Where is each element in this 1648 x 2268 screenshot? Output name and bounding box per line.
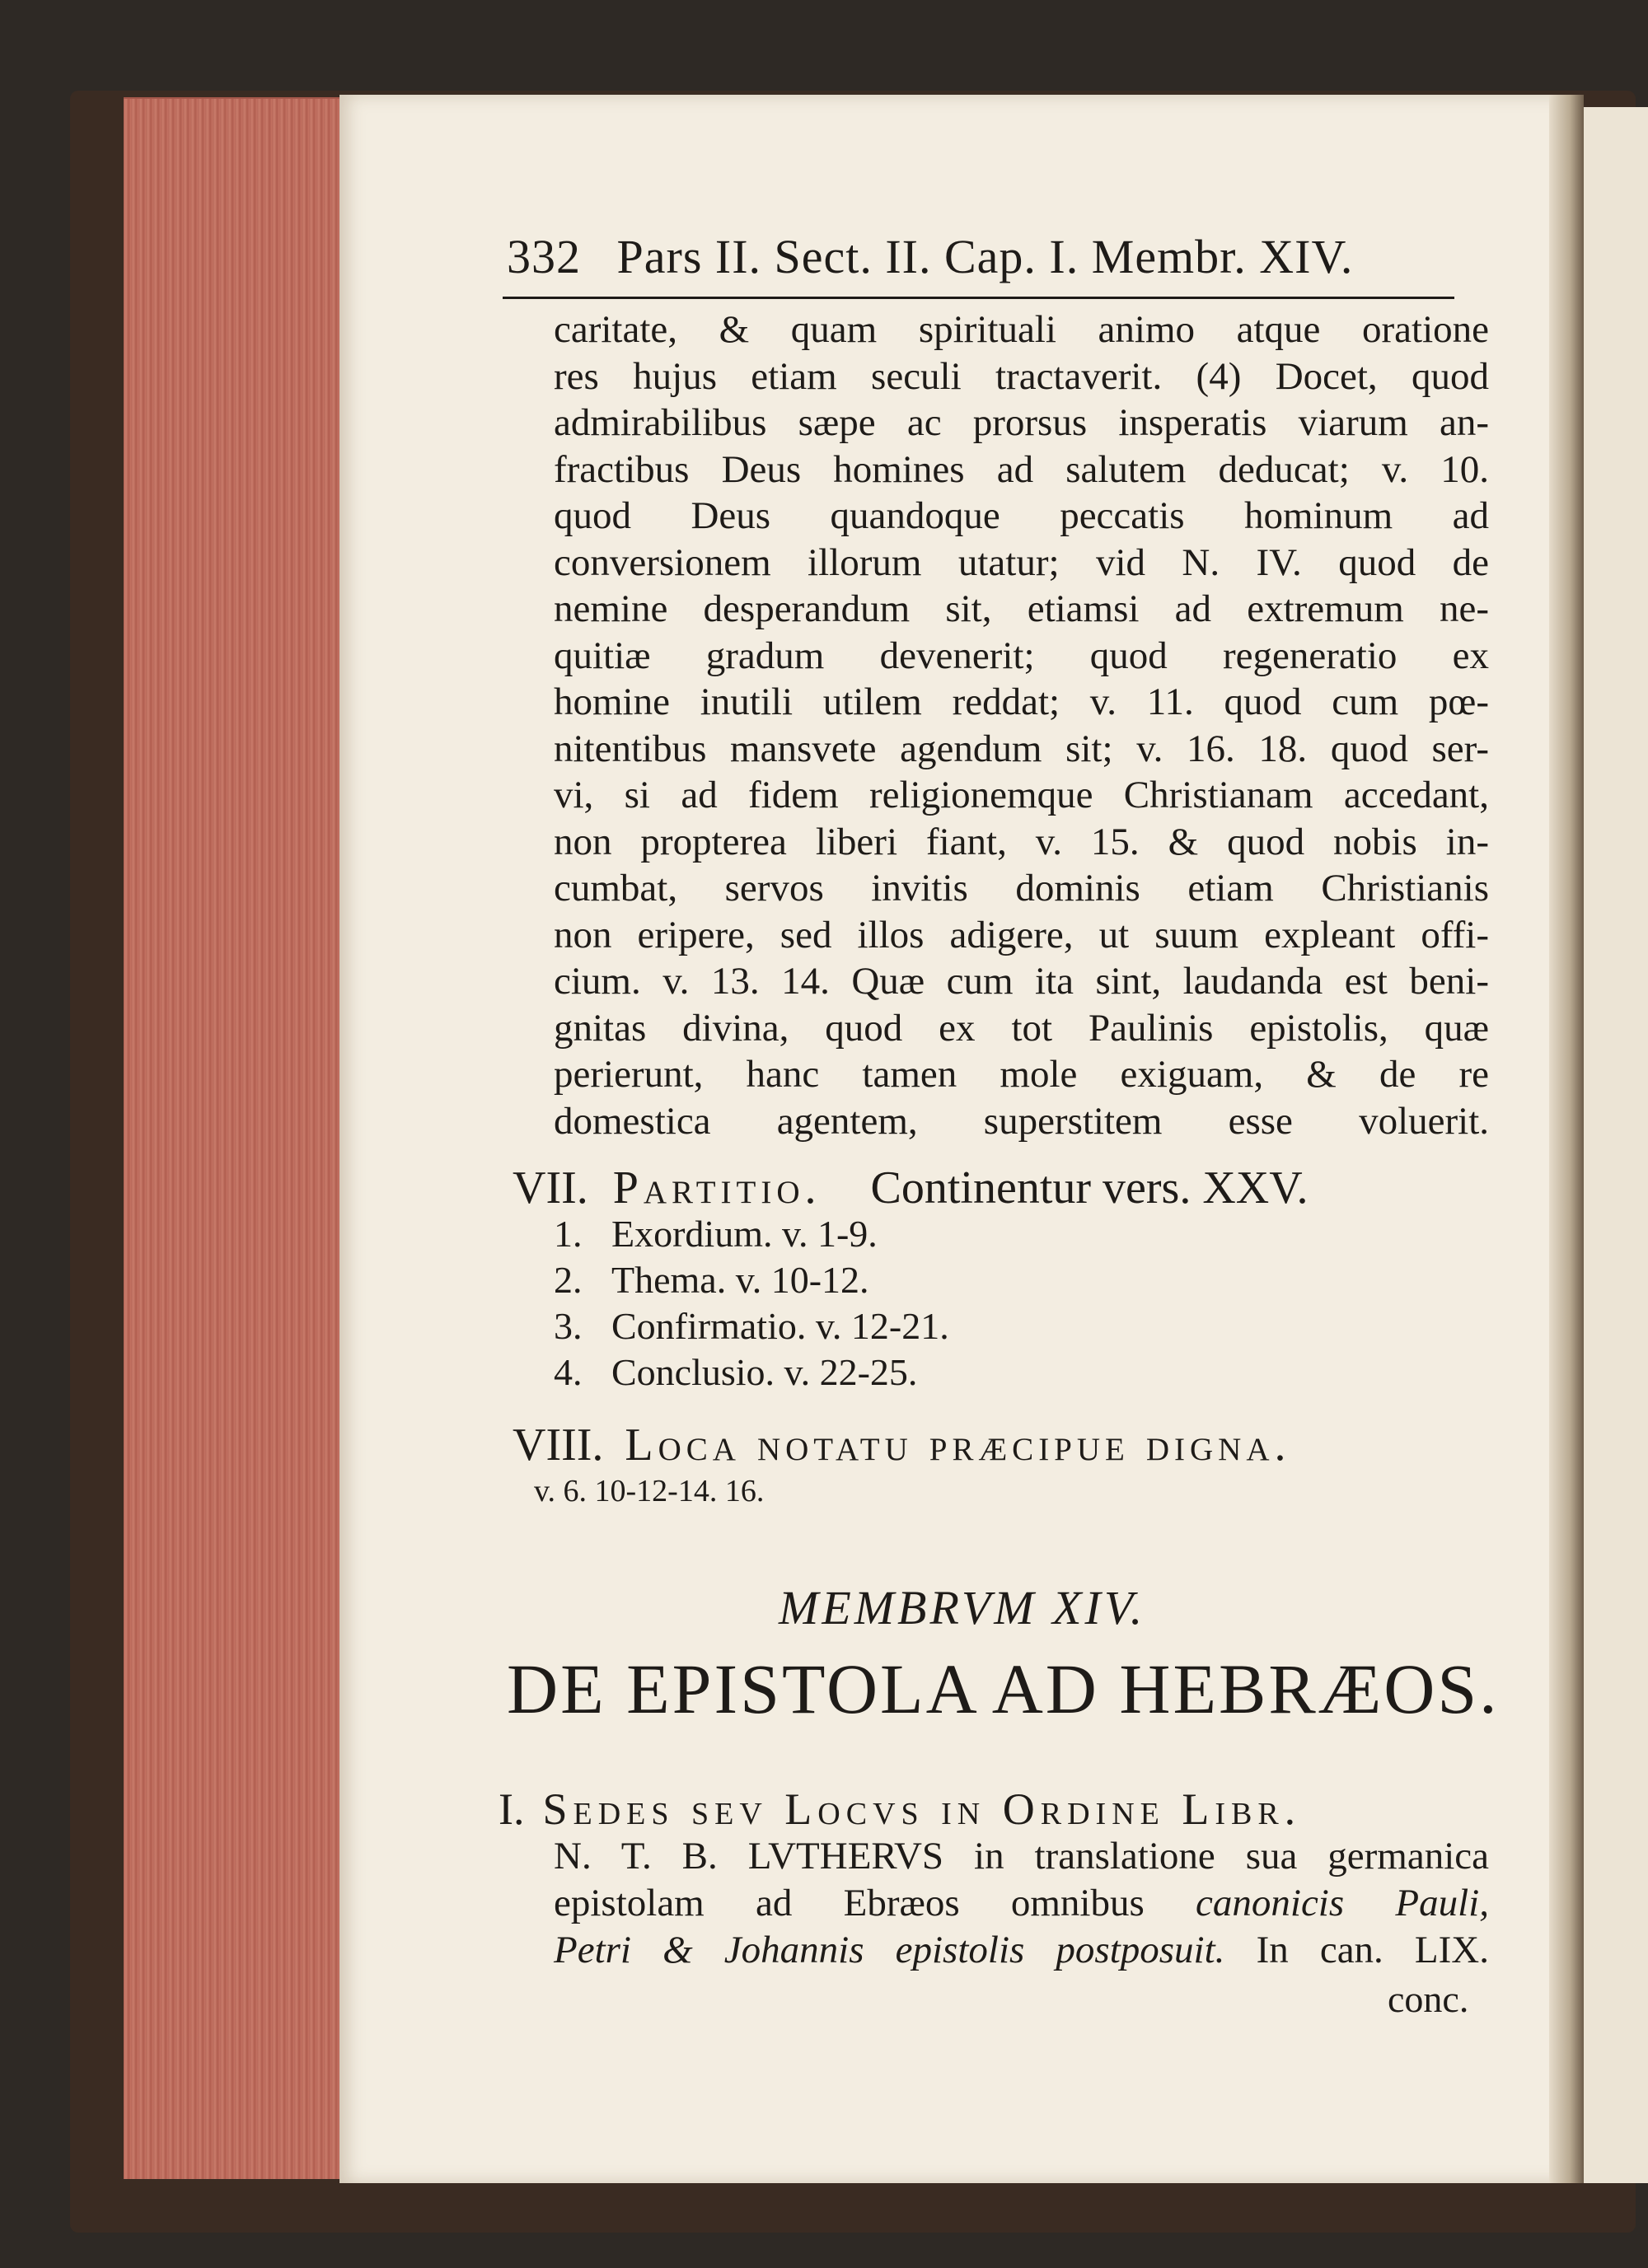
section-number: VII.: [513, 1162, 588, 1213]
body-line: conversionem illorum utatur; vid N. IV. quod de: [554, 540, 1489, 584]
body-line: cium. v. 13. 14. Quæ cum ita sint, laudanda est beni-: [554, 960, 1489, 1003]
body-line: vi, si ad fidem religionemque Christianam accedant,: [554, 774, 1489, 816]
body-line: N. T. B. LVTHERVS in translatione sua germanica: [554, 1835, 1489, 1878]
body-line: epistolam ad Ebræos omnibus canonicis Pauli,: [554, 1882, 1489, 1924]
section-number: VIII.: [513, 1419, 604, 1471]
page-number: 332: [507, 230, 581, 283]
header-rule: [503, 297, 1454, 299]
body-line: gnitas divina, quod ex tot Paulinis epistolis, quæ: [554, 1006, 1489, 1050]
page-edges: [124, 99, 344, 2179]
body-line: homine inutili utilem reddat; v. 11. quod cum pœ-: [554, 680, 1489, 723]
catchword: conc.: [1388, 1978, 1469, 2020]
membrum-heading: MEMBRVM XIV.: [779, 1581, 1146, 1634]
list-item: 3. Confirmatio. v. 12-21.: [554, 1305, 949, 1347]
section-vii-heading: [513, 1162, 1308, 1214]
section-title: Loca notatu præcipue digna.: [625, 1419, 1291, 1471]
body-line: cumbat, servos invitis dominis etiam Christianis: [554, 867, 1489, 910]
body-line: Petri & Johannis epistolis postposuit. In can. LIX.: [554, 1929, 1489, 1971]
body-line: domestica agentem, superstitem esse voluerit.: [554, 1099, 1489, 1143]
facing-page: [1584, 107, 1648, 2183]
section-number: I.: [499, 1784, 525, 1834]
list-item: 4. Conclusio. v. 22-25.: [554, 1351, 918, 1393]
body-line: nemine desperandum sit, etiamsi ad extremum ne-: [554, 587, 1489, 630]
section-i-heading: [499, 1784, 1301, 1835]
body-line: nitentibus mansvete agendum sit; v. 16. 18. quod ser-: [554, 727, 1489, 770]
body-line: perierunt, hanc tamen mole exiguam, & de re: [554, 1053, 1489, 1096]
body-text: [554, 306, 1489, 1144]
body-line: caritate, & quam spirituali animo atque oratione: [554, 308, 1489, 351]
list-item: 1. Exordium. v. 1-9.: [554, 1213, 878, 1255]
body-line: admirabilibus sæpe ac prorsus insperatis viarum an-: [554, 401, 1489, 444]
partitio-list: [554, 1211, 949, 1396]
verse-references: v. 6. 10-12-14. 16.: [534, 1474, 765, 1508]
running-title: Pars II. Sect. II. Cap. I. Membr. XIV.: [616, 230, 1354, 283]
section-note: Continentur vers. XXV.: [870, 1162, 1309, 1213]
section-i-text: [554, 1833, 1489, 1974]
running-head: [507, 229, 1413, 287]
section-title: Sedes sev Locvs in Ordine Libr.: [542, 1784, 1302, 1834]
list-item: 2. Thema. v. 10-12.: [554, 1259, 869, 1301]
body-line: quod Deus quandoque peccatis hominum ad: [554, 494, 1489, 537]
section-title: Partitio.: [612, 1162, 822, 1213]
body-line: res hujus etiam seculi tractaverit. (4) Docet, quod: [554, 354, 1489, 398]
body-line: non propterea liberi fiant, v. 15. & quod nobis in-: [554, 820, 1489, 863]
book-gutter: [1549, 95, 1584, 2183]
section-viii-heading: [513, 1419, 1291, 1471]
chapter-title: DE EPISTOLA AD HEBRÆOS.: [507, 1649, 1500, 1728]
body-line: fractibus Deus homines ad salutem deducat; v. 10.: [554, 447, 1489, 491]
body-line: quitiæ gradum devenerit; quod regeneratio ex: [554, 634, 1489, 677]
body-line: non eripere, sed illos adigere, ut suum expleant offi-: [554, 913, 1489, 956]
